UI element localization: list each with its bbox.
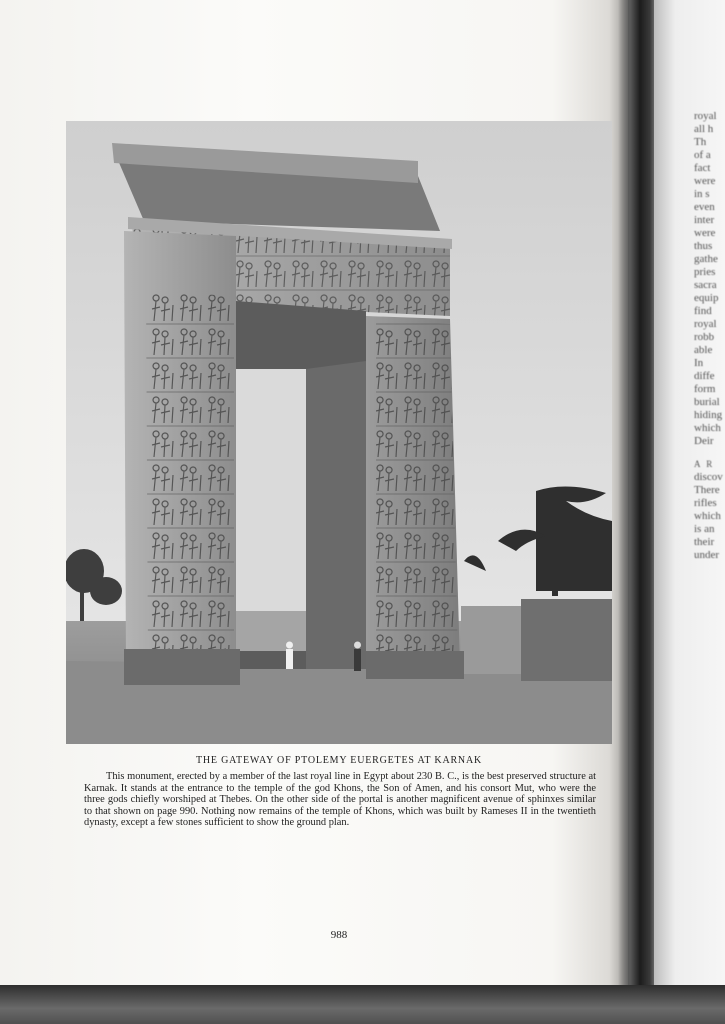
facing-page-line: is an xyxy=(694,523,715,535)
facing-page-line: which xyxy=(694,422,721,434)
facing-page-line: were xyxy=(694,227,716,239)
facing-page-line: inter xyxy=(694,214,715,226)
facing-page-line: find xyxy=(694,305,712,317)
facing-page-line: able xyxy=(694,344,713,356)
facing-page-line: In xyxy=(694,357,704,369)
facing-page-text xyxy=(694,110,725,562)
facing-page-line: even xyxy=(694,201,715,213)
facing-page-line: under xyxy=(694,549,720,561)
scanner-bed-edge xyxy=(0,985,725,1024)
body-paragraph xyxy=(84,771,596,829)
facing-page-line: fact xyxy=(694,162,711,174)
facing-page-line: burial xyxy=(694,396,720,408)
facing-page-line: thus xyxy=(694,240,713,252)
facing-page-line: Deir xyxy=(694,435,714,447)
facing-page-line: form xyxy=(694,383,716,395)
page-number: 988 xyxy=(330,929,348,941)
facing-page-line: rifles xyxy=(694,497,717,509)
facing-page-heading: A R xyxy=(694,459,715,469)
facing-page-line: all h xyxy=(694,123,714,135)
book-gutter-shadow xyxy=(618,0,658,985)
facing-page-line: equip xyxy=(694,292,719,304)
facing-page-line: pries xyxy=(694,266,716,278)
facing-page-line: in s xyxy=(694,188,710,200)
facing-page-line: gathe xyxy=(694,253,718,265)
body-paragraph-text: This monument, erected by a member of the last royal line in Egypt about 230 B. C., is the best preserved structure at Karnak. It stands at the entrance to the temple of the god Khons, the Son of Amen, and his consort Mut, who were the three gods chiefly worshiped at Thebes. On the other side of the portal is another magnificent avenue of sphinxes similar to that shown on page 990. Nothing now remains of the temple of Khons, which was built by Rameses II in the twentieth dynasty, except a few stones sufficient to show the ground plan. xyxy=(84,771,596,829)
gateway-photograph xyxy=(66,121,612,744)
facing-page-line: sacra xyxy=(694,279,717,291)
photo-caption: THE GATEWAY OF PTOLEMY EUERGETES AT KARNAK xyxy=(195,755,482,766)
facing-page-line: royal xyxy=(694,110,717,122)
facing-page-line: hiding xyxy=(694,409,723,421)
facing-page-line: robb xyxy=(694,331,715,343)
facing-page-line: royal xyxy=(694,318,717,330)
facing-page-line: Th xyxy=(694,136,707,148)
facing-page-line: diffe xyxy=(694,370,715,382)
facing-page-line: discov xyxy=(694,471,723,483)
facing-page-edge xyxy=(654,0,725,985)
facing-page-line: There xyxy=(694,484,720,496)
facing-page-line: their xyxy=(694,536,715,548)
facing-page-line: of a xyxy=(694,149,711,161)
facing-page-line: were xyxy=(694,175,716,187)
facing-page-line: which xyxy=(694,510,721,522)
